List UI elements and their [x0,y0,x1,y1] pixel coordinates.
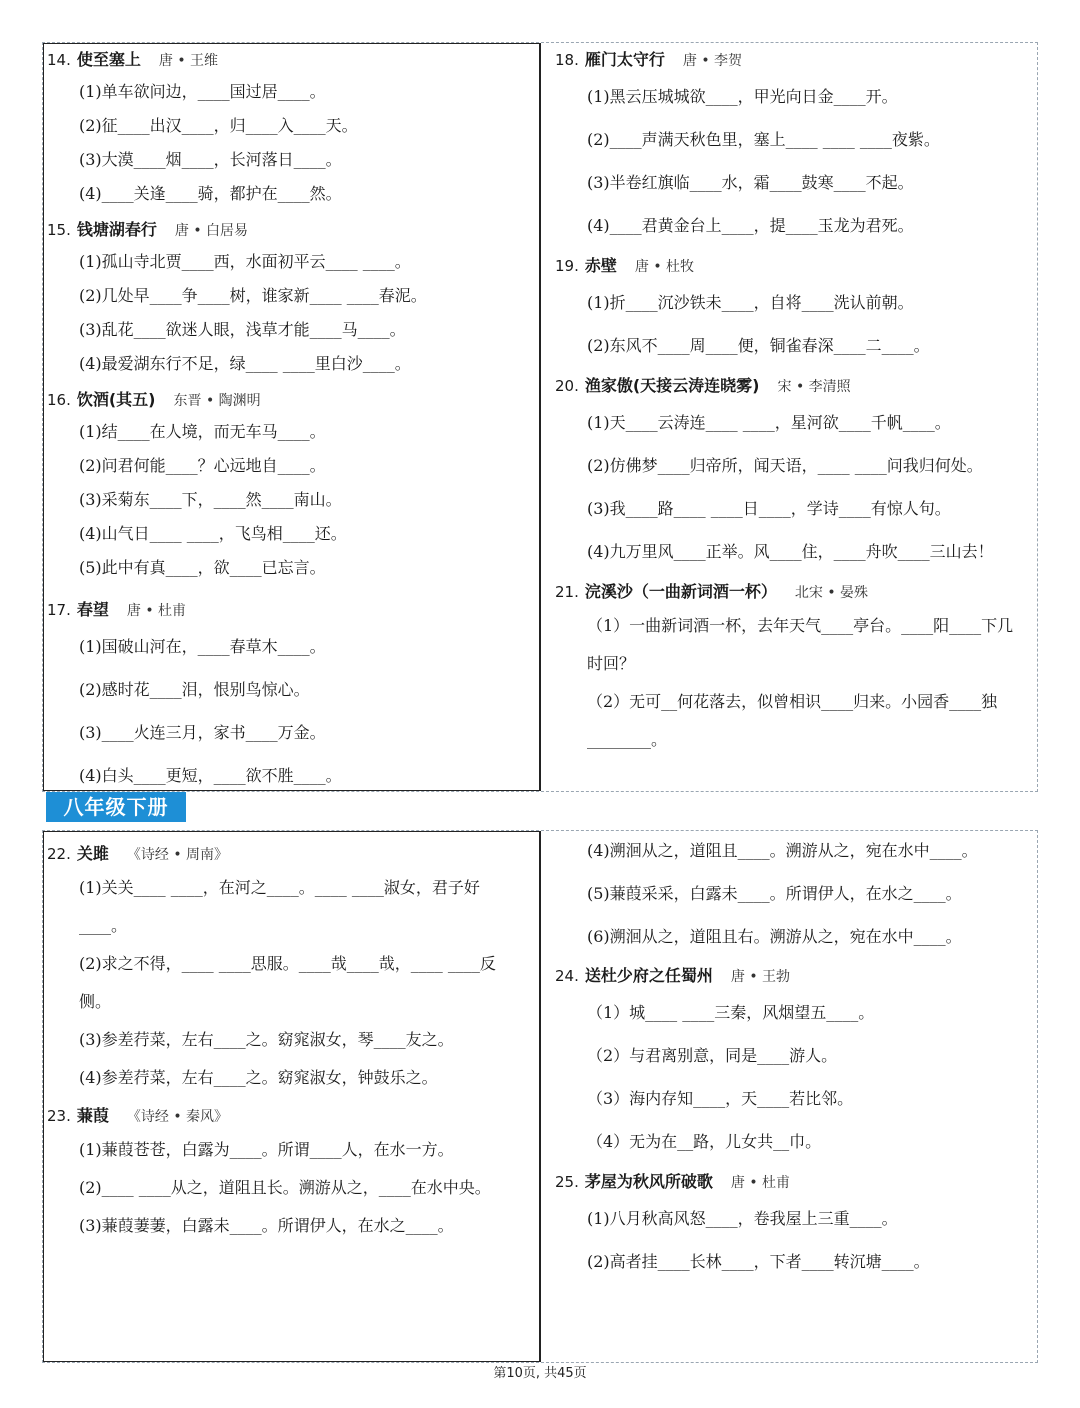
poem-block [555,371,1035,573]
grade-banner: 八年级下册 [46,792,186,822]
poem-title-line [555,961,1035,991]
poem-number: 23. [47,1107,71,1125]
poem-title: 饮酒(其五) [76,390,156,409]
poem-line: (2)征____出汉____，归____入____天。 [79,116,358,135]
poem-number: 21. [555,583,579,601]
poem-line: (2)仿佛梦____归帝所，闻天语，____ ____问我归何处。 [587,456,983,475]
column-divider [539,831,541,1362]
poem-line: (1)折____沉沙铁未____，自将____洗认前朝。 [587,293,914,312]
poem-title: 钱塘湖春行 [76,220,157,239]
poem-line: (3)大漠____烟____，长河落日____。 [79,150,342,169]
poem-author: 唐 • 杜甫 [126,603,187,619]
poem-line: (3)半卷红旗临____水，霜____鼓寒____不起。 [587,173,914,192]
poem-line: (4)参差荇菜，左右____之。窈窕淑女，钟鼓乐之。 [79,1068,438,1087]
poem-title: 蒹葭 [76,1106,109,1125]
column-divider [539,43,541,791]
poem-author: 唐 • 杜牧 [634,259,695,275]
poem-line: (2)求之不得，____ ____思服。____哉____哉，____ ____反侧。 [79,954,496,1011]
poem-number: 24. [555,967,579,985]
poem-line: (5)此中有真____，欲____已忘言。 [79,558,326,577]
poem-number: 18. [555,51,579,69]
poem-title: 春望 [76,600,109,619]
poem-author: 唐 • 李贺 [682,53,743,69]
poem-line: (3)我____路____ ____日____，学诗____有惊人句。 [587,499,951,518]
poem-author: 唐 • 王维 [158,53,219,69]
poem-title-line [47,839,535,869]
poem-block [555,961,1035,1163]
poem-line: (2)东风不____周____便，铜雀春深____二____。 [587,336,930,355]
poem-author: 《诗经 • 周南》 [126,847,229,863]
poem-line: (1)蒹葭苍苍，白露为____。所谓____人，在水一方。 [79,1140,454,1159]
poem-title-line [47,595,535,625]
poem-line: (4)九万里风____正举。风____住，____舟吹____三山去！ [587,542,994,561]
poem-author: 北宋 • 晏殊 [794,585,869,601]
poem-line: (4)____关逢____骑，都护在____然。 [79,184,342,203]
poem-block [555,45,1035,247]
poem-block [47,385,535,585]
poem-block [555,251,1035,367]
poem-block [47,215,535,381]
poem-number: 14. [47,51,71,69]
poem-line: (2)问君何能____？心远地自____。 [79,456,326,475]
top-right-column [555,43,1035,791]
poem-number: 15. [47,221,71,239]
poem-title-line [555,45,1035,75]
page-footer: 第10页, 共45页 [493,1366,587,1381]
poem-line: (1)单车欲问边，____国过居____。 [79,82,326,101]
poem-number: 16. [47,391,71,409]
poem-line: (1)结____在人境，而无车马____。 [79,422,326,441]
poem-title-line [47,385,535,415]
poem-line: (4)白头____更短，____欲不胜____。 [79,766,342,785]
poem-number: 17. [47,601,71,619]
poem-author: 唐 • 杜甫 [730,1175,791,1191]
poem-line: （3）海内存知____，天____若比邻。 [587,1089,854,1108]
poem-line: (3)参差荇菜，左右____之。窈窕淑女，琴____友之。 [79,1030,454,1049]
poem-title-line [47,215,535,245]
poem-block [47,839,535,1097]
poem-title-line [555,577,1035,607]
bottom-panel [42,830,1038,1363]
poem-block [47,45,535,211]
poem-continuation [555,829,1035,958]
poem-line: （4）无为在__路，儿女共__巾。 [587,1132,822,1151]
poem-line: (5)蒹葭采采，白露未____。所谓伊人，在水之____。 [587,884,962,903]
poem-title-line [47,1101,535,1131]
poem-title: 雁门太守行 [584,50,665,69]
poem-number: 20. [555,377,579,395]
poem-author: 宋 • 李清照 [777,379,851,395]
poem-line: (2)几处早____争____树，谁家新____ ____春泥。 [79,286,427,305]
poem-line: (2)感时花____泪，恨别鸟惊心。 [79,680,310,699]
top-panel [42,42,1038,792]
poem-line: （1）一曲新词酒一杯，去年天气____亭台。____阳____下几时回？ [587,616,1014,673]
poem-author: 唐 • 白居易 [174,223,249,239]
poem-title: 使至塞上 [76,50,141,69]
poem-line: (4)最爱湖东行不足，绿____ ____里白沙____。 [79,354,411,373]
poem-line: (3)蒹葭萋萋，白露未____。所谓伊人，在水之____。 [79,1216,454,1235]
poem-line: (3)乱花____欲迷人眼，浅草才能____马____。 [79,320,406,339]
bottom-left-column [47,831,535,1362]
poem-block [555,577,1035,759]
poem-number: 19. [555,257,579,275]
poem-author: 唐 • 王勃 [730,969,791,985]
poem-number: 22. [47,845,71,863]
poem-line: (4)溯洄从之，道阻且____。溯游从之，宛在水中____。 [587,841,978,860]
poem-block [47,1101,535,1245]
poem-title: 送杜少府之任蜀州 [584,966,713,985]
poem-title: 赤壁 [584,256,617,275]
poem-line: （2）无可__何花落去，似曾相识____归来。小园香____独________。 [587,692,998,749]
poem-line: (2)____声满天秋色里，塞上____ ____ ____夜紫。 [587,130,940,149]
poem-line: (1)天____云涛连____ ____，星河欲____千帆____。 [587,413,951,432]
poem-number: 25. [555,1173,579,1191]
poem-block [555,1167,1035,1283]
poem-author: 东晋 • 陶渊明 [173,393,261,409]
poem-line: (3)采菊东____下，____然____南山。 [79,490,342,509]
poem-title: 浣溪沙（一曲新词酒一杯） [584,582,777,601]
poem-line: (4)____君黄金台上____，提____玉龙为君死。 [587,216,914,235]
poem-title-line [555,1167,1035,1197]
poem-title-line [47,45,535,75]
poem-line: (1)国破山河在，____春草木____。 [79,637,326,656]
poem-title-line [555,251,1035,281]
poem-author: 《诗经 • 秦风》 [126,1109,229,1125]
poem-line: (2)高者挂____长林____，下者____转沉塘____。 [587,1252,930,1271]
poem-line: (2)____ ____从之，道阻且长。溯游从之，____在水中央。 [79,1178,491,1197]
poem-title: 关雎 [76,844,109,863]
poem-line: (6)溯洄从之，道阻且右。溯游从之，宛在水中____。 [587,927,962,946]
poem-block [47,595,535,797]
poem-title: 渔家傲(天接云涛连晓雾) [584,376,760,395]
poem-title: 茅屋为秋风所破歌 [584,1172,713,1191]
poem-line: (1)八月秋高风怒____，卷我屋上三重____。 [587,1209,898,1228]
poem-line: （2）与君离别意，同是____游人。 [587,1046,838,1065]
top-left-column [47,43,535,791]
poem-line: (1)关关____ ____，在河之____。____ ____淑女，君子好____。 [79,878,480,935]
poem-line: （1）城____ ____三秦，风烟望五____。 [587,1003,875,1022]
poem-line: (3)____火连三月，家书____万金。 [79,723,326,742]
bottom-right-column [555,831,1035,1362]
poem-line: (4)山气日____ ____，飞鸟相____还。 [79,524,347,543]
poem-title-line [555,371,1035,401]
poem-line: (1)孤山寺北贾____西，水面初平云____ ____。 [79,252,411,271]
poem-line: (1)黑云压城城欲____，甲光向日金____开。 [587,87,898,106]
